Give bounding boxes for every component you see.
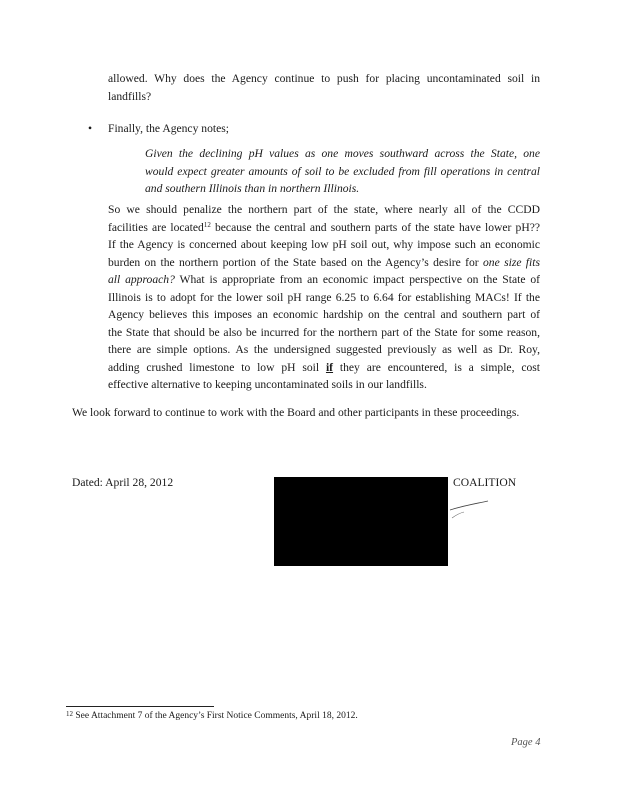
text-line: If the Agency is concerned about keeping low pH soil out, why impose such an economic <box>108 238 540 251</box>
continuation-paragraph <box>108 70 540 105</box>
page-number: Page 4 <box>511 737 541 748</box>
text-line: all approach? What is appropriate from an economic impact perspective on the State of <box>108 273 540 286</box>
text-line: So we should penalize the northern part of the state, where nearly all of the CCDD <box>108 203 540 216</box>
main-paragraph <box>108 201 540 394</box>
bullet-text: Finally, the Agency notes; <box>108 122 229 135</box>
quote-line: and southern Illinois than in northern Illinois. <box>145 182 360 195</box>
text-line: facilities are located$^{12}$ because the central and southern parts of the state have lower pH?? <box>108 220 541 234</box>
text-line: Illinois is to adopt for the lower soil pH range 6.25 to 6.64 for establishing MACs! If the <box>108 290 540 304</box>
footnote-divider <box>66 706 214 707</box>
footnote <box>66 710 358 723</box>
redaction-block <box>274 477 448 566</box>
date-line: Dated: April 28, 2012 <box>72 476 174 489</box>
quote-line: Given the declining pH values as one moves southward across the State, one <box>145 147 540 160</box>
text-line: Agency believes this imposes an economic hardship on the central and southern part of <box>108 308 540 321</box>
text-line: there are simple options. As the undersigned suggested previously as well as Dr. Roy, <box>108 343 540 356</box>
footnote-reference: 12 <box>203 220 211 229</box>
signature-stroke <box>448 498 492 520</box>
block-quote <box>145 145 540 198</box>
text-line: adding crushed limestone to low pH soil if they are encountered, is a simple, cost <box>108 360 540 374</box>
text-line: landfills? <box>108 89 152 103</box>
signature-organization: COALITION <box>453 476 517 489</box>
quote-line: would expect greater amounts of soil to be excluded from fill operations in central <box>145 164 540 178</box>
bullet-icon: • <box>88 122 93 135</box>
text-line: effective alternative to keeping uncontaminated soils in our landfills. <box>108 378 427 391</box>
text-line: allowed. Why does the Agency continue to push for placing uncontaminated soil in <box>108 72 540 85</box>
closing-statement: We look forward to continue to work with the Board and other participants in these proceedings. <box>72 406 520 419</box>
footnote-number: 12 <box>66 710 73 718</box>
footnote-text: See Attachment 7 of the Agency’s First Notice Comments, April 18, 2012. <box>75 711 358 721</box>
text-line: burden on the northern portion of the State based on the Agency’s desire for one size fits <box>108 255 540 269</box>
text-line: the State that should be also be incurred for the northern part of the State for some reason, <box>108 325 540 339</box>
